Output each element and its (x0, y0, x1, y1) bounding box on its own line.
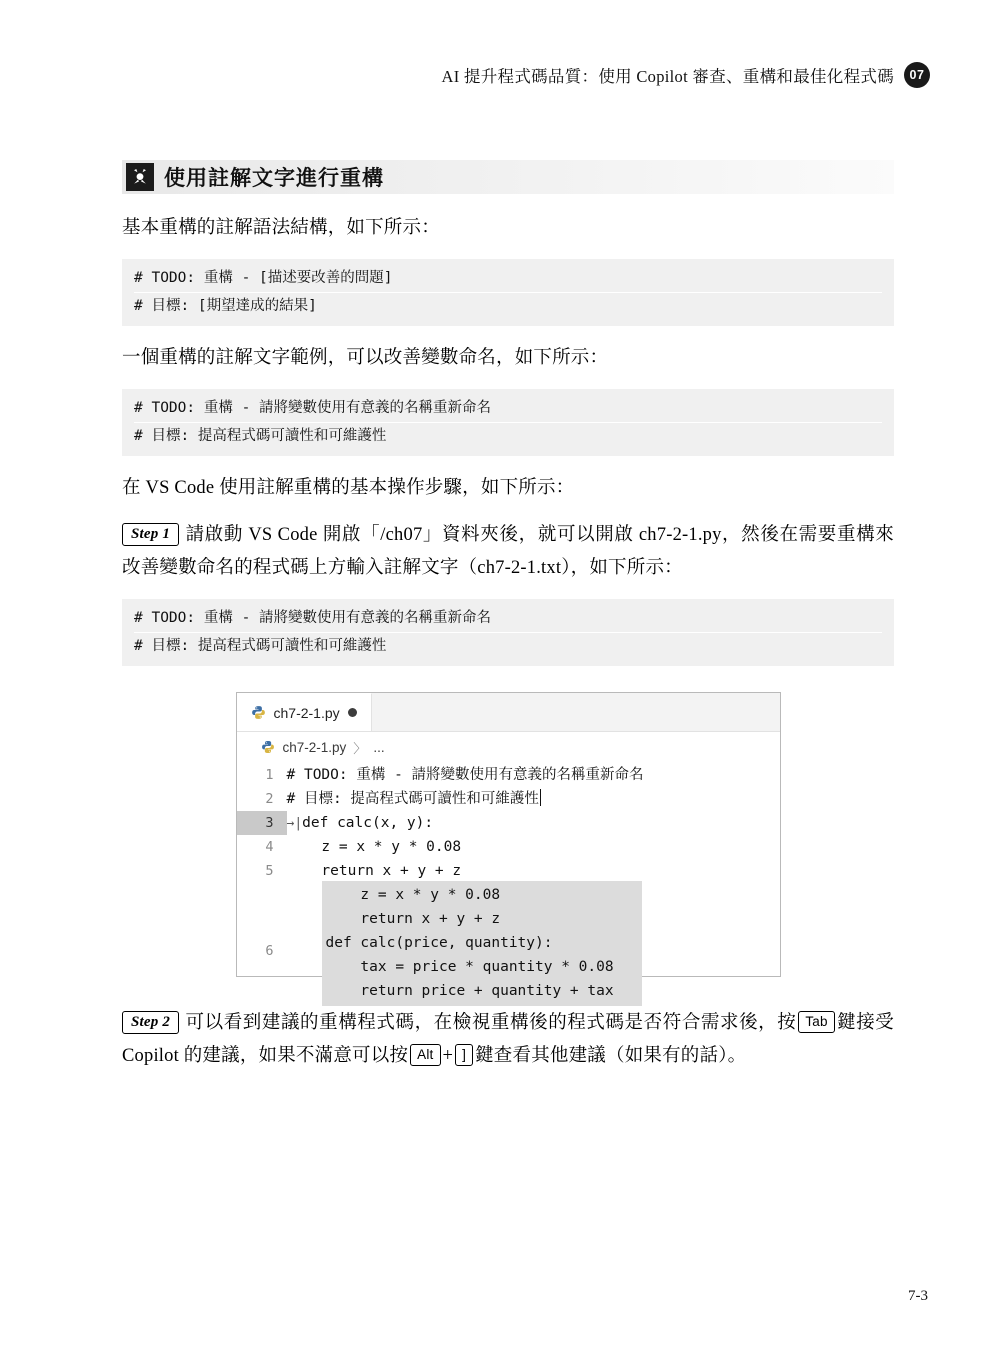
python-file-icon (261, 740, 276, 755)
page-number: 7-3 (908, 1288, 928, 1304)
code-line-3 (287, 811, 434, 836)
line-number: 1 (265, 767, 274, 783)
python-file-icon (251, 705, 266, 720)
code-line-3-text: def calc(x, y): (302, 815, 434, 831)
header-title: AI 提升程式碼品質：使用 Copilot 審查、重構和最佳化程式碼 (441, 67, 894, 86)
paragraph-steps-intro: 在 VS Code 使用註解重構的基本操作步驟，如下所示： (122, 478, 575, 498)
line-number: 2 (265, 791, 274, 807)
breadcrumb[interactable] (237, 732, 780, 759)
editor-code-area[interactable] (237, 759, 780, 999)
code-row (237, 859, 780, 883)
section-heading (122, 160, 894, 194)
code-line: # TODO: 重構 - [描述要改善的問題] (134, 270, 393, 286)
code-line: # 目標: 提高程式碼可讀性和可維護性 (134, 632, 882, 660)
step-2-tag: Step 2 (122, 1011, 179, 1034)
suggestion-line-1: return x + y + z (325, 911, 501, 927)
code-row (237, 763, 780, 787)
step-2-text-b: 鍵接受 Copilot 的建議，如果不滿意可以按 (122, 1013, 895, 1066)
editor-tab-ch7-2-1[interactable] (237, 693, 372, 731)
puzzle-icon (126, 163, 154, 191)
code-line: # 目標: [期望達成的結果] (134, 292, 882, 320)
code-block-example (122, 389, 894, 456)
code-block-syntax (122, 259, 894, 326)
step-1-paragraph (122, 519, 894, 585)
code-line: # TODO: 重構 - 請將變數使用有意義的名稱重新命名 (134, 610, 492, 626)
key-plus: + (442, 1046, 454, 1066)
code-line-1: # TODO: 重構 - 請將變數使用有意義的名稱重新命名 (286, 767, 644, 783)
key-tab: Tab (798, 1011, 834, 1033)
code-row (237, 787, 780, 811)
code-row (237, 835, 780, 859)
copilot-suggestion-panel[interactable] (322, 881, 642, 1006)
key-right-bracket: ] (455, 1044, 473, 1066)
key-alt: Alt (410, 1044, 440, 1066)
section-title: 使用註解文字進行重構 (164, 166, 384, 190)
paragraph-syntax-intro: 基本重構的註解語法結構，如下所示： (122, 218, 440, 238)
editor-tab-label: ch7-2-1.py (273, 704, 340, 721)
code-line-5: return x + y + z (286, 863, 462, 879)
code-line-4: z = x * y * 0.08 (286, 839, 462, 855)
unsaved-dot-icon[interactable] (348, 708, 357, 717)
editor-tab-bar (237, 693, 780, 732)
line-number: 5 (265, 863, 274, 879)
breadcrumb-separator-icon: 〉 (353, 741, 367, 756)
step-1-text: 請啟動 VS Code 開啟「/ch07」資料夾後，就可以開啟 ch7-2-1.py，然後在需要重構來改善變數命名的程式碼上方輸入註解文字（ch7-2-1.txt），如下所示： (122, 525, 894, 578)
step-2-paragraph (122, 1007, 894, 1073)
line-number: 4 (265, 839, 274, 855)
page-content (122, 160, 894, 1087)
paragraph-example-intro: 一個重構的註解文字範例，可以改善變數命名，如下所示： (122, 348, 609, 368)
code-line-2 (287, 787, 542, 811)
step-1-tag: Step 1 (122, 523, 179, 546)
text-cursor (540, 789, 542, 806)
breadcrumb-more[interactable]: ... (373, 740, 385, 755)
code-block-step1 (122, 599, 894, 666)
tab-indent-icon: →| (286, 816, 303, 831)
suggestion-line-4: return price + quantity + tax (325, 983, 614, 999)
step-2-text-c: 鍵查看其他建議（如果有的話）。 (475, 1046, 747, 1066)
line-number: 6 (265, 943, 274, 959)
code-line-2-text: # 目標: 提高程式碼可讀性和可維護性 (286, 791, 539, 807)
code-row (237, 811, 780, 835)
line-number-active: 3 (237, 811, 287, 835)
suggestion-line-3: tax = price * quantity * 0.08 (325, 959, 614, 975)
page-header (442, 62, 931, 88)
suggestion-line-2: def calc(price, quantity): (325, 935, 553, 951)
code-line: # TODO: 重構 - 請將變數使用有意義的名稱重新命名 (134, 400, 492, 416)
chapter-badge: 07 (904, 62, 930, 88)
suggestion-line-0: z = x * y * 0.08 (325, 887, 501, 903)
code-line: # 目標: 提高程式碼可讀性和可維護性 (134, 422, 882, 450)
step-2-text-a: 可以看到建議的重構程式碼，在檢視重構後的程式碼是否符合需求後，按 (185, 1013, 797, 1033)
breadcrumb-file[interactable]: ch7-2-1.py (282, 740, 347, 755)
vscode-editor-window (236, 692, 781, 999)
